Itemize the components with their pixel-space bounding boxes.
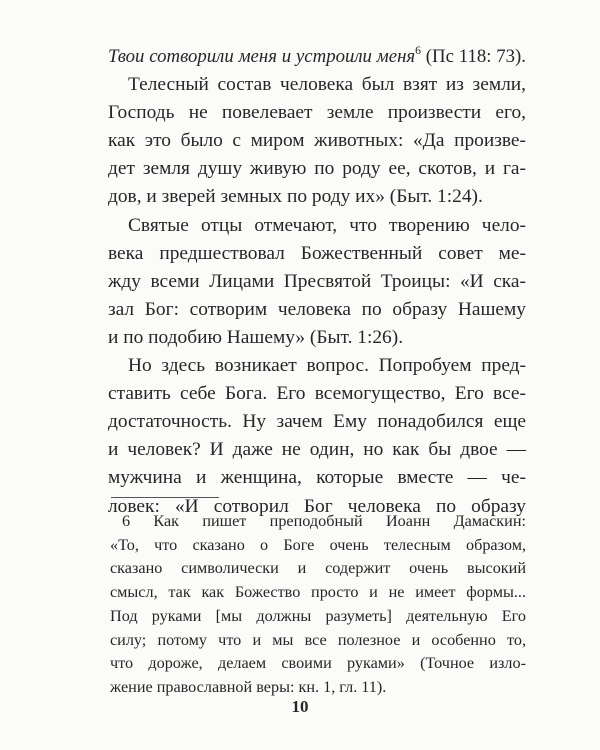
paragraph-3 — [108, 352, 526, 521]
text-line: мужчина и женщина, которые вместе — че- — [108, 467, 526, 489]
text-line: Но здесь возникает вопрос. Попробуем пред- — [128, 355, 526, 377]
main-text — [108, 43, 526, 521]
footnote-divider — [111, 497, 219, 498]
text-line: Господь не повелевает земле произвести его, — [108, 102, 526, 124]
footnote-line: жение православной веры: кн. 1, гл. 11). — [110, 677, 387, 696]
text-line: Святые отцы отмечают, что творению чело- — [128, 214, 526, 236]
text-line: и по подобию Нашему» (Быт. 1:26). — [108, 326, 404, 348]
text-line: дет земля душу живую по роду ее, скотов, и га- — [108, 158, 526, 180]
text-line: века предшествовал Божественный совет ме- — [108, 242, 526, 264]
footnote-line: 6 Как пишет преподобный Иоанн Дамаскин: — [122, 512, 526, 530]
page-number: 10 — [291, 697, 309, 716]
text-line: ставить себе Бога. Его всемогущество, Его все- — [108, 383, 526, 405]
scripture-reference: (Пс 118: 73). — [420, 46, 526, 67]
text-line — [108, 43, 526, 71]
paragraph-2 — [108, 212, 526, 352]
text-line: дов, и зверей земных по роду их» (Быт. 1:24). — [108, 186, 483, 208]
text-line: достаточность. Ну зачем Ему понадобился еще — [108, 411, 526, 433]
footnote-line: Под руками [мы должны разуметь] деятельную Его — [110, 606, 526, 625]
footnote-text — [110, 510, 526, 700]
scripture-quote: Твои сотворили меня и устроили меня — [108, 46, 416, 67]
footnote-line: сказано символически и содержит очень высокий — [110, 559, 526, 578]
paragraph-1 — [108, 43, 526, 212]
footnote — [110, 510, 526, 700]
footnote-line: силу; потому что и мы все полезное и особенно то, — [110, 630, 526, 649]
footnote-reference: 6 — [415, 43, 421, 57]
footnote-line: «То, что сказано о Боге очень телесным образом, — [110, 535, 526, 554]
text-line: зал Бог: сотворим человека по образу Нашему — [108, 298, 526, 320]
text-line: Телесный состав человека был взят из земли, — [128, 74, 526, 96]
footnote-line: смысл, так как Божество просто и не имеет формы... — [110, 583, 526, 602]
text-line: и человек? И даже не один, но как бы двое — — [108, 439, 526, 461]
text-line: ловек: «И сотворил Бог человека по образу — [108, 495, 526, 517]
text-line: как это было с миром животных: «Да произве- — [108, 130, 526, 152]
text-line: жду всеми Лицами Пресвятой Троицы: «И ска- — [108, 270, 526, 292]
footnote-line: что дороже, делаем своими руками» (Точное изло- — [110, 654, 526, 673]
